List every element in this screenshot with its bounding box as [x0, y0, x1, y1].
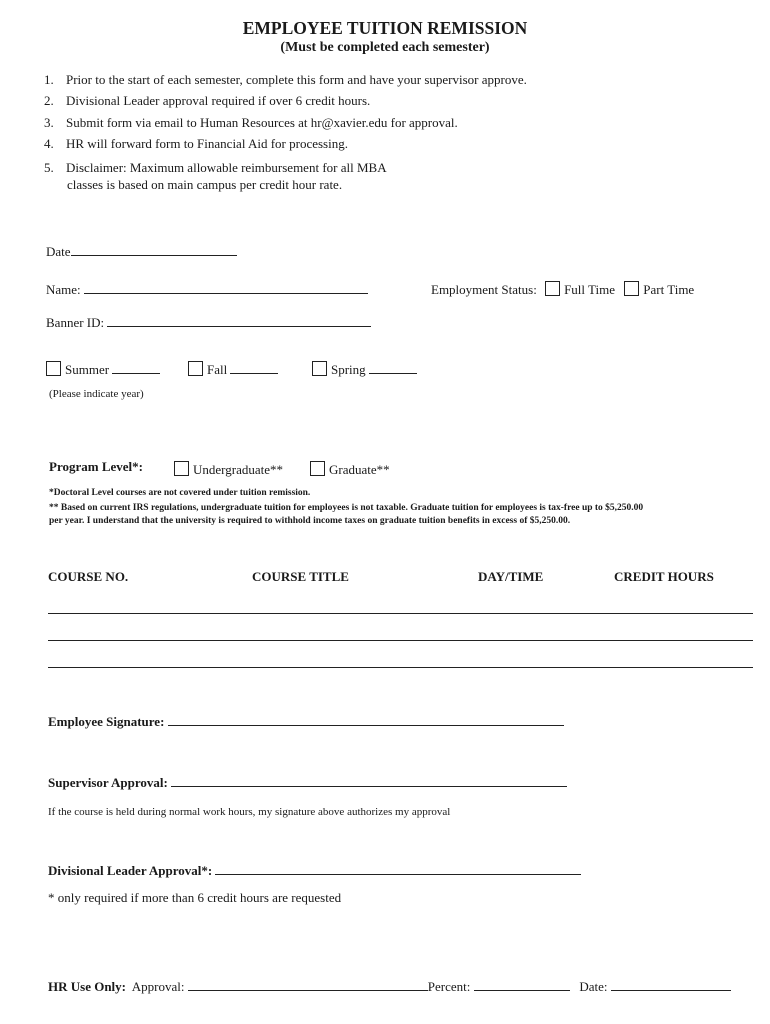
divisional-approval-field — [48, 862, 581, 879]
fall-label: Fall — [207, 362, 228, 377]
employee-signature-label: Employee Signature: — [48, 714, 165, 729]
hr-use-only-label: HR Use Only: — [48, 979, 126, 994]
instruction-item: 2. Divisional Leader approval required if over 6 credit hours. — [44, 93, 371, 108]
part-time-checkbox[interactable] — [624, 281, 639, 296]
employment-status-label: Employment Status: — [431, 282, 537, 297]
employee-signature-field — [48, 713, 564, 730]
graduate-checkbox[interactable] — [310, 461, 325, 476]
day-time-header: DAY/TIME — [478, 569, 544, 584]
supervisor-approval-label: Supervisor Approval: — [48, 775, 168, 790]
graduate-label: Graduate** — [329, 462, 390, 477]
undergraduate-option — [174, 461, 283, 478]
year-note: (Please indicate year) — [49, 388, 144, 400]
irs-note-line-2: per year. I understand that the university is required to withhold income taxes on graduate tuition benefits in excess of $5,250.00. — [49, 516, 571, 526]
hr-approval-line[interactable] — [188, 978, 428, 991]
banner-id-input-line[interactable] — [107, 314, 371, 327]
irs-note-line-1: ** Based on current IRS regulations, undergraduate tuition for employees is not taxable. Graduate tuition for employees is tax-free up to $5,250.00 — [49, 503, 644, 513]
name-label: Name: — [46, 282, 81, 297]
name-field — [46, 281, 368, 298]
fall-checkbox[interactable] — [188, 361, 203, 376]
hr-date-label: Date: — [579, 979, 608, 994]
credit-hours-header: CREDIT HOURS — [614, 569, 714, 584]
course-row-line[interactable] — [48, 640, 753, 641]
part-time-label: Part Time — [643, 282, 695, 297]
undergraduate-label: Undergraduate** — [193, 462, 284, 477]
summer-year-line[interactable] — [112, 361, 160, 374]
supervisor-note: If the course is held during normal work hours, my signature above authorizes my approval — [48, 806, 451, 818]
instruction-item: 5. Disclaimer: Maximum allowable reimbursement for all MBA — [44, 160, 387, 175]
fall-year-line[interactable] — [230, 361, 278, 374]
form-title: EMPLOYEE TUITION REMISSION — [242, 18, 528, 38]
banner-id-field — [46, 314, 371, 331]
doctoral-note: *Doctoral Level courses are not covered under tuition remission. — [49, 488, 311, 498]
divisional-approval-label: Divisional Leader Approval*: — [48, 863, 213, 878]
spring-option — [312, 361, 417, 378]
instruction-item: 1. Prior to the start of each semester, complete this form and have your supervisor approve. — [44, 72, 527, 87]
course-row-line[interactable] — [48, 613, 753, 614]
course-no-header: COURSE NO. — [48, 569, 129, 584]
employee-signature-line[interactable] — [168, 713, 564, 726]
full-time-label: Full Time — [564, 282, 616, 297]
summer-checkbox[interactable] — [46, 361, 61, 376]
divisional-approval-line[interactable] — [215, 862, 581, 875]
program-level-label: Program Level*: — [49, 459, 143, 474]
hr-approval-label: Approval: — [131, 979, 185, 994]
instruction-item: 4. HR will forward form to Financial Aid for processing. — [44, 136, 348, 151]
summer-label: Summer — [65, 362, 110, 377]
name-input-line[interactable] — [84, 281, 368, 294]
hr-percent-label: Percent: — [427, 979, 471, 994]
graduate-option — [310, 461, 390, 478]
full-time-checkbox[interactable] — [545, 281, 560, 296]
instruction-item-continued: classes is based on main campus per credit hour rate. — [67, 177, 343, 192]
supervisor-approval-field — [48, 774, 567, 791]
spring-checkbox[interactable] — [312, 361, 327, 376]
date-field — [46, 243, 237, 260]
course-title-header: COURSE TITLE — [252, 569, 349, 584]
spring-label: Spring — [331, 362, 366, 377]
date-label: Date — [46, 244, 71, 259]
form-subtitle: (Must be completed each semester) — [280, 40, 490, 55]
hr-use-only-row — [48, 978, 731, 995]
fall-option — [188, 361, 278, 378]
course-row-line[interactable] — [48, 667, 753, 668]
instruction-item: 3. Submit form via email to Human Resources at hr@xavier.edu for approval. — [44, 115, 458, 130]
summer-option — [46, 361, 160, 378]
hr-date-line[interactable] — [611, 978, 731, 991]
date-input-line[interactable] — [71, 243, 237, 256]
employment-status — [431, 281, 694, 298]
banner-id-label: Banner ID: — [46, 315, 105, 330]
spring-year-line[interactable] — [369, 361, 417, 374]
hr-percent-line[interactable] — [474, 978, 570, 991]
undergraduate-checkbox[interactable] — [174, 461, 189, 476]
divisional-note: * only required if more than 6 credit hours are requested — [48, 890, 342, 905]
supervisor-approval-line[interactable] — [171, 774, 567, 787]
